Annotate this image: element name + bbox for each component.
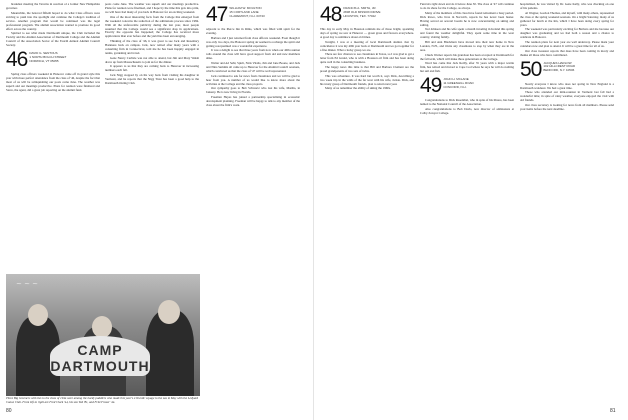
class-number: 46 [6,48,28,72]
page-number: 81 [610,408,616,414]
class-secretary-address [443,76,473,89]
class-secretary-address [29,50,66,63]
paragraph: There are few chances to see classmates in Texas, so I was glad to get a letter from Ed Grund, who is with a Houston oil firm and has been doing quite well in the consulting business. [320,52,414,65]
address-line: JOHN H. MCLANE [443,77,469,82]
paragraph: Gene Nancy Carlisle was not able to attend, but Jim and Mary Walsh drove up from Massachusetts to join us for the dinner. [105,55,199,64]
paragraph: Thinking of the class of '46, it was great to see Jack and Rosemary Harkness back on campus. Jack, now retired after many years with a consulting firm in Connecticut, told me he has been happily engaged in tennis, gardening and travel. [105,39,199,56]
column-3 [206,3,300,408]
paragraph: It was a delight to see that three years from now when our 40th reunion rolls around the class will have good support from old and new members alike. [206,48,300,61]
address-line: 2838 OLD MISSION DRIVE [343,9,381,14]
paragraph: Our class treasurer reports that dues have been coming in nicely and thanks all those who have contributed. [520,48,614,57]
paragraph: The reunion plans for next year are well underway. Please mark your calendars now and plan to attend. It will be a great time for all of us. [520,39,614,48]
class-entry-48 [320,5,414,25]
column-1 [6,3,100,271]
paragraph: Spirited to see what made Dartmouth unique, the Club included the Faculty and the Alumni Association of Dartmouth College and the Alumni Council of the Association Sector of the Fourth Annual Alumni Council Society. [6,31,100,48]
paragraph: Jack Nigg stopped by on his way back from visiting his daughter in Vermont, and he reports that the Nigg Trust has been a good help to the Dartmouth Outing Club. [105,73,199,86]
paragraph: Spring class officers weekend in Hanover came off in grand style this year with more perfect attendance from the class of '46, despite the fact that most of us will be relinquishing our posts come June. The weather was superb and our meetings productive. Plans for reunion were finalized and Steve, the agent, did a great job reporting on the alumni fund. [6,72,100,92]
class-entry-46 [6,50,100,70]
address-line: 15 CORTLAND LANE [229,9,259,14]
column-2 [105,3,199,271]
paragraph: Fund six right down and do it before June 30. The class of '47 will continue to do its share for the College, as always. [420,3,514,10]
person-head [158,300,180,324]
class-entry-50 [520,57,614,81]
photo-signature: ~ ~ ~ [16,280,39,288]
class-entry-47 [206,5,300,25]
paragraph: Our sympathy goes to Bob Schwartz who lost his wife, Martha, in January. He is now living in Florida. [206,86,300,95]
paragraph: Tonight, I was at a meeting of local Dartmouth alumni. Just by coincidence it was my 40th year back at Dartmouth and we got together for a fine dinner. What a lucky group we are. [320,39,414,52]
address-line: HOUSTON, TEX. 77042 [343,13,376,18]
address-line: NORWICH, VT 05055 [29,58,59,63]
col1-paragraphs [6,3,100,48]
address-line: 11 GREENHILL ROAD [443,80,474,85]
paragraph: Ted Johnson and his wife spent a month traveling in Ireland this spring and found the weather delightful. They spent some time in the west country, visiting family. [420,27,514,40]
paragraph: Many of the members of this class have found retirement a busy period. Dick Rowe, who lives in Norwich, reports he has never been busier. Having served on several boards he is now concentrating on skiing and sailing. [420,10,514,27]
paragraph: This day in early May in Houston reminds me of those bright, sparkling days of spring we saw at Hanover — green grass and flowers everywhere. A good day to reminisce about old times. [320,27,414,39]
paragraph: Our class secretary is looking for news from all members. Please send your items before the next deadline. [520,102,614,111]
paragraph: posts come June. The weather was superb and our meetings productive. Plans for reunion were finalized, and I hope by the time this gets into print, we will have had many of you back in Hanover for an exciting weekend. [105,3,199,14]
paragraph: One of the most interesting facts from the College that emerged from the weekend concerns the reduction of the admissions process since 1984. With all the unfavorable publicity during the last year, most people assumed that the College would see a significant drop in applications. Exactly the opposite has happened; the College has received more applications than ever before and the yield has been encouraging. [105,14,199,39]
paragraph: It appears to us that they are coming back to Hanover in increasing numbers each fall. [105,64,199,73]
class-number: 47 [206,3,228,26]
paragraph: Meanwhile, the beloved fiftieth hoped to do what Class officers were striving to push into the spotlight and continue the College's tradition of service. Another program that would be continued was the legal professional program. The alumni association wanted to promote its good effect across the country. [6,10,100,31]
paragraph: Barbara and I just returned from class officers weekend. Even though it was only two days, the Hanover spring air seemed to recharge the spirit and getting reacquainted was a wonderful experience. [206,35,300,48]
paragraph: hospitalized, he was visited by Dr. Gene Kelly, who was checking on one of his patients. [520,3,614,10]
paragraph: Al Wagner, Gordon Thomas, and myself, with many others, represented the class at the spring weekend sessions. On a bright Saturday, many of us gathered for lunch at the Inn, which I have been doing every spring for years. [520,10,614,27]
paragraph: The weekend was particularly exciting for Barbara and me because our daughter was graduating and we had both a reason and a chance to celebrate in Hanover. [520,27,614,40]
address-line: BEDFORD, N.Y. 10506 [543,68,575,73]
canoe-club-photo [6,274,200,396]
paragraph: Jack continued to ask for news from classmates and we will be glad to hear from you. A number of us would like to know more about the activities at the College and the class projects. [206,73,300,86]
class-secretary-address [343,5,380,18]
page-number: 80 [6,408,12,414]
class-number: 48 [320,3,342,26]
address-line: WILLIAM W. MOULTON [229,6,262,10]
paragraph: Freeman Hayes has joined a partnership specializing in economic development planning. Freeman will be happy to talk to any member of the class about the firm's work. [206,95,300,107]
address-line: CLAREMONT, N.H. 03743 [229,13,265,18]
paragraph: Nearly everyone I know who does not spring in New England is a Dartmouth wanderer. We had a great time. [520,81,614,90]
paragraph: This was adventure. It was hard but worth it, says Dick, describing a two week trip in the wilds of the far west with his wife, Jackie. Dick, and his trusty group of Dartmouth friends, plan to return next year. [320,73,414,86]
paragraph: Those who attended our mini-reunion in Vermont last fall had a wonderful time; in spite of rainy weather, everyone enjoyed the visit with old friends. [520,90,614,103]
address-line: CONCORD, N.H. [443,84,467,89]
class-secretary-address [229,5,264,18]
column-3 [520,3,614,403]
address-line: JACQUES HARLOW [543,60,572,65]
column-1 [320,3,414,403]
paragraph: Congratulations to Dick Rosenthal, who in spite of his illness, has been named to the National Council of the Association. [420,98,514,107]
address-line: 102 HILLCREST ROAD [543,64,576,69]
paragraph: Also congratulations to Bob Davis, new director of admissions at Colby-Sawyer College. [420,106,514,115]
class-secretary-address [543,60,575,73]
person-head [92,316,112,338]
class-number: 50 [520,57,542,81]
paragraph: The happy news this time is that Bill and Barbara Clement are the proud grandparents of two sets of twins. [320,64,414,73]
paragraph: Chuck Warner reports his grandson has been accepted at Dartmouth for the fall term, which will make three generations at the College. [420,52,514,61]
paragraph: Many of us remember the ability of skiing the 1960s. [325,86,391,91]
paragraph: breakfast meeting the Taverns in reaction of a former New Hampshire governor. [6,3,100,10]
column-2 [420,3,514,403]
class-entry-49 [420,76,514,96]
paragraph: adjacent to the Pierce Inn in Rims, which was filled with spirit for the evening. [206,27,300,35]
address-line: DAVID G. SENTOUS [29,51,58,56]
paragraph: Word has come that Jack Reilly, after 35 years with a major textile firm, has retired and moved to Cape Cod where he says he will do nothing but sail and fish. [420,61,514,74]
class-number: 49 [420,74,442,98]
photo-caption: Three Big Greeners with ties to the class of 1944 were among the hardy paddlers who made this year's 219-mile voyage to the sea in May with the Ledyard Canoe Club. From left to right are Fred Clark '44, his son Ted '81, and Fritz Fraser '44. [6,396,199,404]
person-head [28,304,48,326]
camp-dartmouth-sign: CAMP DARTMOUTH [50,336,150,376]
paragraph: Walter and Ad Sahl, Spirit, Nick Vitalis, Jim and Jane Boone, and Jack and Nina Sammis all came up to Hanover for the Alumni Council sessions, which convinced us that the class of '47 will be well represented. [206,61,300,73]
address-line: 1 NORTH BOLCH STREET [29,54,67,59]
right-page [314,0,628,420]
address-line: FRANCIS A. SMITH, JR. [343,6,377,10]
paragraph: Bill and Ann Blackburn have moved into their new home in New London, N.H., and invite any classmates to stop by when they are in the area. [420,39,514,52]
